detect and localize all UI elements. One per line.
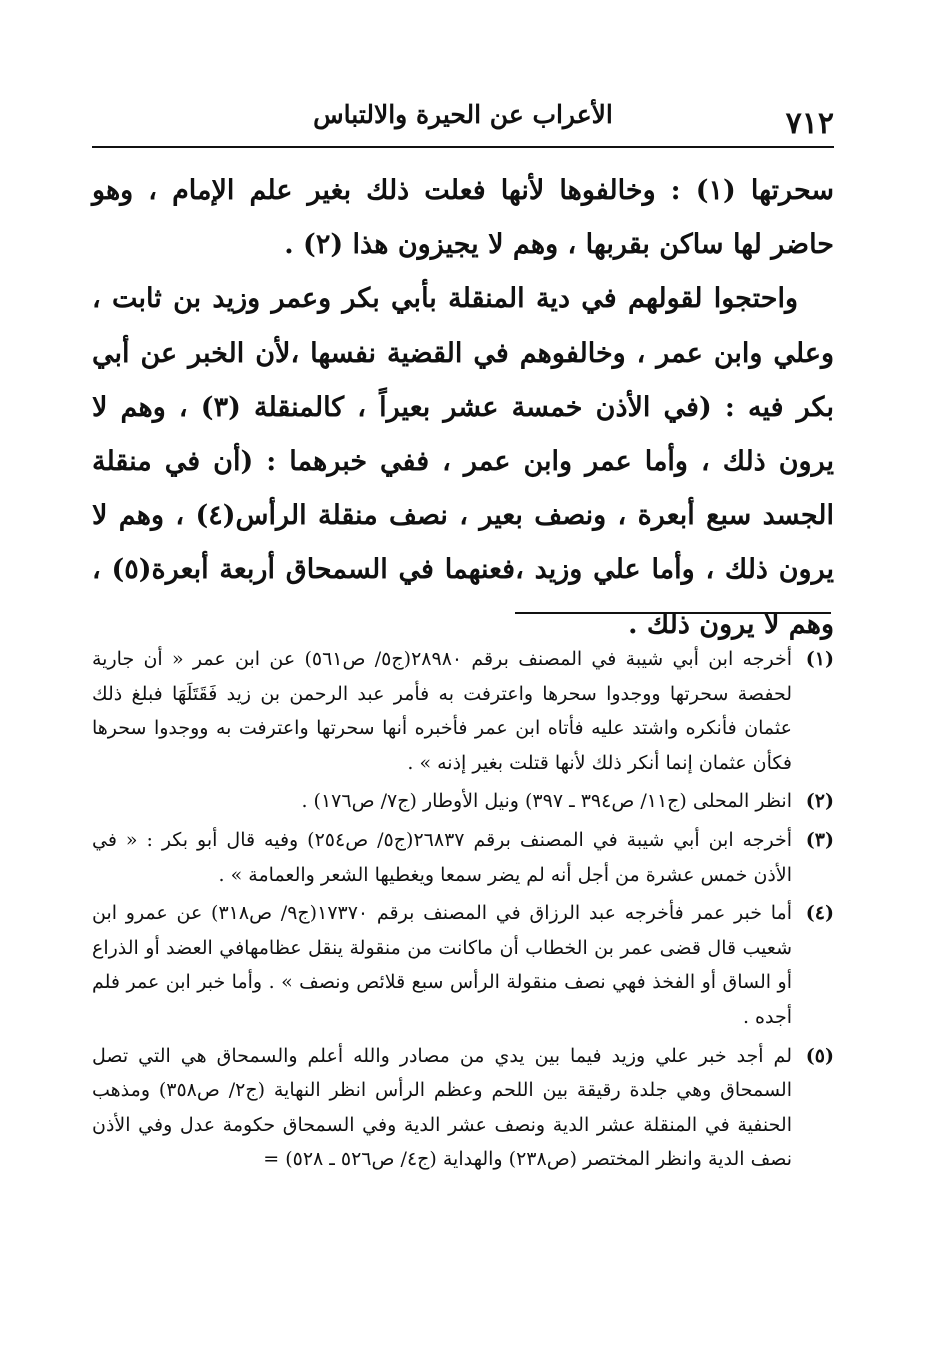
page-header <box>92 82 834 148</box>
body-paragraph: سحرتها (١) : وخالفوها لأنها فعلت ذلك بغير علم الإمام ، وهو حاضر لها ساكن بقربها ، وهم لا يجيزون هذا (٢) . <box>92 175 834 261</box>
body-paragraph: واحتجوا لقولهم في دية المنقلة بأبي بكر وعمر وزيد بن ثابت ، وعلي وابن عمر ، وخالفوهم في القضية نفسها ،لأن الخبر عن أبي بكر فيه : (في الأذن خمسة عشر بعيراً ، كالمنقلة (٣) ، وهم لا يرون ذلك ، وأما عمر وابن عمر ، ففي خبرهما : (أن في منقلة الجسد سبع أبعرة ، ونصف بعير ، نصف منقلة الرأس(٤) ، وهم لا يرون ذلك ، وأما علي وزيد ،فعنهما في السمحاق أربعة أبعرة(٥) ، وهم لا يرون ذلك . <box>92 283 835 640</box>
footnote-item <box>92 823 834 892</box>
footnote-number: (١) <box>805 648 834 670</box>
footnote-item <box>92 896 834 1034</box>
footnote-text: انظر المحلى (ج١١/ ص٣٩٤ ـ ٣٩٧) ونيل الأوطار (ج٧/ ص١٧٦) . <box>301 790 792 813</box>
page-number: ٧١٢ <box>785 106 834 141</box>
footnote-text: أخرجه ابن أبي شيبة في المصنف برقم ٢٦٨٣٧(ج٥/ ص٢٥٤) وفيه قال أبو بكر : « في الأذن خمس عشرة من أجل أنه لم يضر سمعا ويغطيها الشعر والعمامة » . <box>92 828 792 886</box>
footnotes-section <box>92 642 834 1181</box>
running-title: الأعراب عن الحيرة والالتباس <box>313 100 613 129</box>
main-body-text <box>92 164 834 652</box>
footnote-number: (٤) <box>805 902 834 925</box>
footnote-separator <box>515 612 831 614</box>
header-divider <box>92 146 834 148</box>
footnote-text: أما خبر عمر فأخرجه عبد الرزاق في المصنف برقم ١٧٣٧٠(ج٩/ ص٣١٨) عن عمرو ابن شعيب قال قضى عمر بن الخطاب أن ماكانت من منقولة ينقل عظامهافي العضد أو الذراع أو الساق أو الفخذ فهي نصف منقولة الرأس سبع قلائص ونصف » . وأما خبر ابن عمر فلم أجده . <box>92 902 792 1028</box>
footnote-number: (٥) <box>805 1044 834 1067</box>
footnote-item <box>92 784 834 819</box>
footnote-item <box>92 642 834 780</box>
footnote-text: لم أجد خبر علي وزيد فيما بين يدي من مصادر والله أعلم والسمحاق هي التي تصل السمحاق وهي جلدة رقيقة بين اللحم وعظم الرأس انظر النهاية (ج٢/ ص٣٥٨) ومذهب الحنفية في المنقلة عشر الدية ونصف عشر الدية وفي السمحاق حكومة عدل وفي الأذن نصف الدية وانظر المختصر (ص٢٣٨) والهداية (ج٤/ ص٥٢٦ ـ ٥٢٨) = <box>92 1044 792 1171</box>
footnote-number: (٢) <box>805 790 834 813</box>
footnote-text: أخرجه ابن أبي شيبة في المصنف برقم ٢٨٩٨٠(ج٥/ ص٥٦١) عن ابن عمر « أن جارية لحفصة سحرتها ووجدوا سحرها واعترفت به فأمر عبد الرحمن بن زيد فَقَتَلَهَا فبلغ ذلك عثمان فأنكره واشتد عليه فأتاه ابن عمر فأخبره أنها سحرتها واعترفت به ووجدوا سحرها فكأن عثمان إنما أنكر ذلك لأنها قتلت بغير إذنه » . <box>92 648 792 774</box>
footnote-number: (٣) <box>805 828 834 851</box>
footnote-item <box>92 1039 834 1177</box>
